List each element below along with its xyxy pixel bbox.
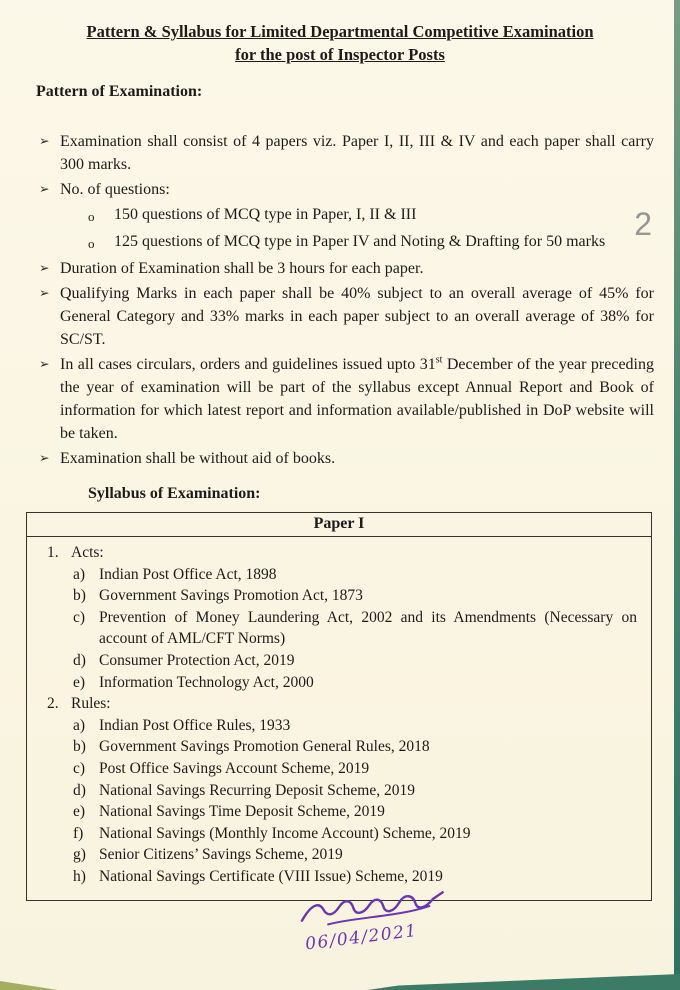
item-letter: a) bbox=[73, 716, 86, 734]
bullet-text: Duration of Examination shall be 3 hours for each paper. bbox=[60, 260, 424, 277]
document-title bbox=[26, 20, 654, 66]
bullet-text: Examination shall be without aid of books. bbox=[60, 450, 336, 467]
group-label: Acts: bbox=[71, 544, 104, 561]
bullet-item-questions bbox=[26, 178, 654, 201]
item-letter: d) bbox=[73, 651, 86, 669]
arrow-bullet-icon: ➢ bbox=[39, 133, 50, 148]
item-letter: f) bbox=[73, 824, 84, 842]
list-item bbox=[73, 672, 637, 694]
item-text: National Savings Time Deposit Scheme, 2019 bbox=[99, 803, 385, 821]
page-number: 2 bbox=[634, 206, 652, 242]
scan-edge-bottom bbox=[367, 974, 680, 990]
syllabus-heading: Syllabus of Examination: bbox=[88, 485, 261, 502]
list-item bbox=[73, 650, 637, 672]
bullet-text-part1: In all cases circulars, orders and guidelines issued upto 31 bbox=[60, 356, 436, 373]
arrow-bullet-icon: ➢ bbox=[39, 356, 50, 371]
item-text: Indian Post Office Act, 1898 bbox=[99, 565, 277, 583]
scan-edge-right bbox=[674, 0, 680, 990]
bullet-text: Examination shall consist of 4 papers viz. Paper I, II, III & IV and each paper shall carry 300 marks. bbox=[60, 133, 654, 173]
item-letter: b) bbox=[73, 738, 86, 756]
item-letter: d) bbox=[73, 781, 86, 799]
arrow-bullet-icon: ➢ bbox=[39, 450, 50, 465]
item-letter: g) bbox=[73, 846, 86, 864]
item-text: Information Technology Act, 2000 bbox=[99, 673, 314, 691]
superscript-st: st bbox=[435, 354, 443, 366]
list-item bbox=[73, 564, 637, 586]
bullet-text bbox=[60, 353, 654, 445]
title-line-2: for the post of Inspector Posts bbox=[235, 45, 445, 64]
group-label: Rules: bbox=[71, 695, 111, 713]
item-text: National Savings (Monthly Income Account) Scheme, 2019 bbox=[99, 824, 471, 842]
list-item bbox=[73, 866, 637, 888]
item-letter: c) bbox=[73, 608, 86, 626]
list-item bbox=[73, 780, 637, 802]
group-number: 1. bbox=[47, 544, 59, 561]
group-acts bbox=[47, 542, 637, 564]
item-letter: c) bbox=[73, 759, 86, 777]
item-text: National Savings Certificate (VIII Issue) Scheme, 2019 bbox=[99, 867, 443, 885]
scan-edge-bottom-left bbox=[0, 980, 58, 990]
sub-bullet-item-150 bbox=[88, 203, 654, 228]
item-letter: e) bbox=[73, 803, 86, 821]
item-letter: b) bbox=[73, 587, 86, 605]
item-text: Post Office Savings Account Scheme, 2019 bbox=[99, 759, 370, 777]
item-letter: a) bbox=[73, 565, 86, 583]
bullet-item-no-books bbox=[26, 447, 654, 470]
bullet-text: No. of questions: bbox=[60, 181, 170, 198]
bullet-text: Qualifying Marks in each paper shall be 40% subject to an overall average of 45% for General Category and 33% marks in each paper subject to an overall average of 38% for SC/ST. bbox=[60, 285, 654, 348]
bullet-item-qualifying-marks bbox=[26, 282, 654, 351]
item-text: Indian Post Office Rules, 1933 bbox=[99, 716, 291, 734]
circle-bullet-icon: o bbox=[88, 209, 95, 224]
item-text: National Savings Recurring Deposit Scheme, 2019 bbox=[99, 781, 415, 799]
paper-1-table-body bbox=[27, 537, 651, 900]
item-text: Senior Citizens’ Savings Scheme, 2019 bbox=[99, 846, 343, 864]
item-text: Government Savings Promotion Act, 1873 bbox=[99, 587, 363, 605]
paper-1-table bbox=[26, 512, 652, 901]
bullet-item-circulars bbox=[26, 353, 654, 445]
arrow-bullet-icon: ➢ bbox=[39, 181, 50, 196]
signature-date: 06/04/2021 bbox=[304, 920, 419, 955]
list-item bbox=[73, 844, 637, 866]
item-letter: h) bbox=[73, 867, 86, 885]
circle-bullet-icon: o bbox=[88, 236, 95, 251]
item-text: Government Savings Promotion General Rules, 2018 bbox=[99, 738, 430, 756]
sub-bullet-text: 150 questions of MCQ type in Paper, I, II & III bbox=[114, 206, 417, 223]
sub-bullet-text: 125 questions of MCQ type in Paper IV and Noting & Drafting for 50 marks bbox=[114, 233, 606, 250]
bullet-text-part2: December of the year preceding the year of examination will be part of the syllabus except Annual Report and Book of information for which latest report and information available/published in DoP website will be taken. bbox=[60, 356, 655, 442]
sub-bullet-item-125 bbox=[88, 230, 654, 255]
item-text: Consumer Protection Act, 2019 bbox=[99, 651, 295, 669]
group-number: 2. bbox=[47, 695, 59, 713]
paper-1-table-header: Paper I bbox=[27, 513, 651, 537]
list-item bbox=[73, 823, 637, 845]
pattern-heading: Pattern of Examination: bbox=[36, 83, 203, 100]
pattern-bullet-list bbox=[26, 130, 654, 470]
arrow-bullet-icon: ➢ bbox=[39, 285, 50, 300]
item-letter: e) bbox=[73, 673, 86, 691]
list-item bbox=[73, 715, 637, 737]
list-item bbox=[73, 758, 637, 780]
title-line-1: Pattern & Syllabus for Limited Departmental Competitive Examination bbox=[86, 22, 594, 41]
item-text: Prevention of Money Laundering Act, 2002 and its Amendments (Necessary on account of AML/CFT Norms) bbox=[99, 608, 637, 648]
bullet-item-papers bbox=[26, 130, 654, 176]
bullet-item-duration bbox=[26, 257, 654, 280]
list-item bbox=[73, 607, 637, 650]
list-item bbox=[73, 736, 637, 758]
handwritten-signature bbox=[297, 889, 450, 955]
list-item bbox=[73, 801, 637, 823]
group-rules bbox=[47, 693, 637, 715]
arrow-bullet-icon: ➢ bbox=[39, 260, 50, 275]
list-item bbox=[73, 585, 637, 607]
